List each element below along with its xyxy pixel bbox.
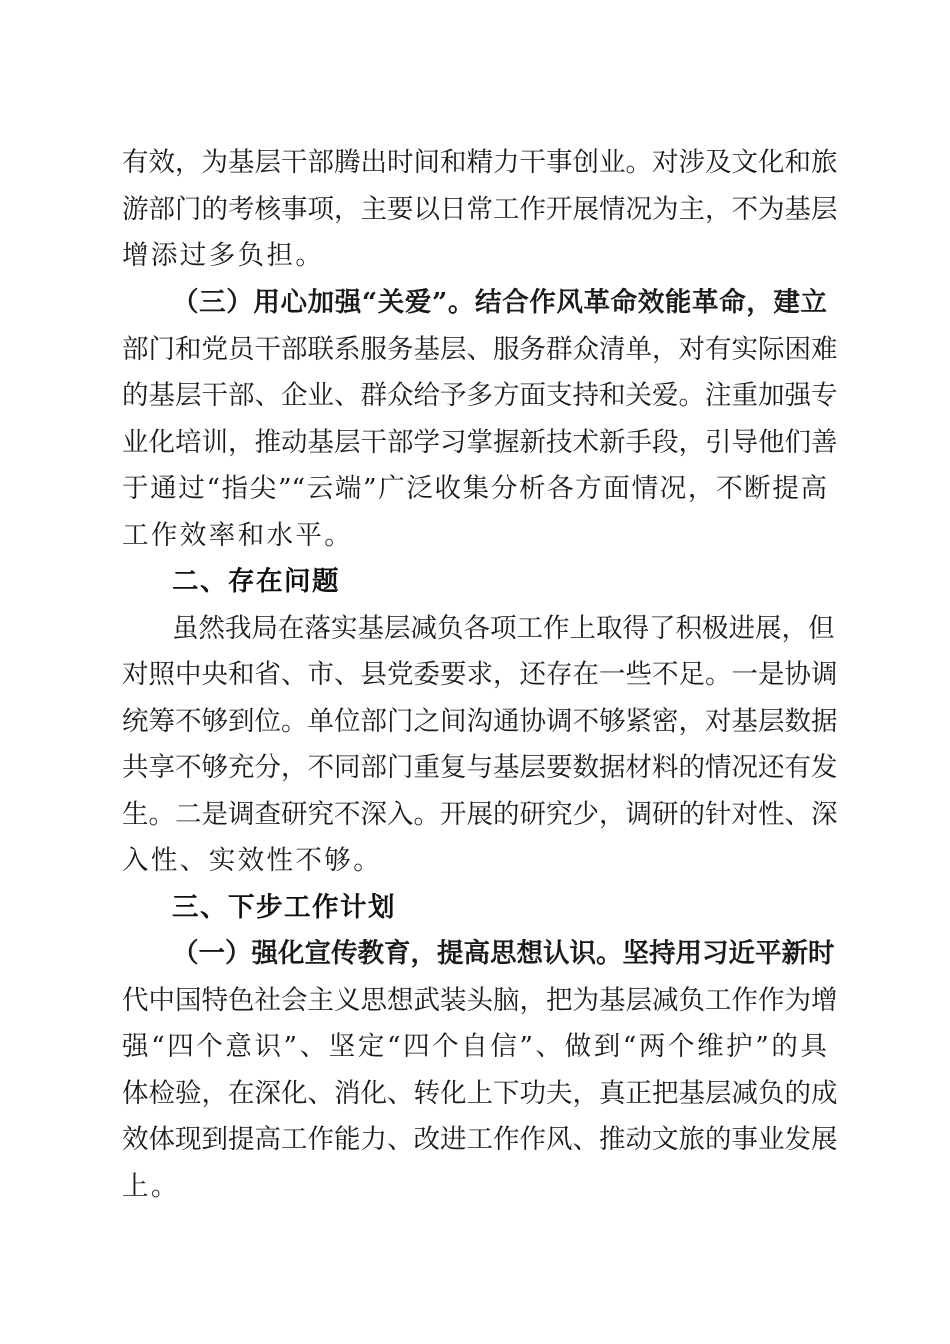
- body-line: 共享不够充分，不同部门重复与基层要数据材料的情况还有发: [122, 752, 838, 783]
- body-line: 效体现到提高工作能力、改进工作作风、推动文旅的事业发展: [122, 1124, 838, 1155]
- body-line: 入性、实效性不够。: [122, 845, 383, 876]
- section-heading-next-plan: 三、下步工作计划: [172, 892, 396, 923]
- subsection-1-heading-line: （一）强化宣传教育，提高思想认识。坚持用习近平新时: [172, 938, 835, 969]
- body-line: 业化培训，推动基层干部学习掌握新技术新手段，引导他们善: [122, 427, 838, 458]
- body-line: 上。: [122, 1171, 180, 1202]
- body-line: 虽然我局在落实基层减负各项工作上取得了积极进展，但: [172, 613, 835, 644]
- body-line: 生。二是调查研究不深入。开展的研究少，调研的针对性、深: [122, 799, 838, 830]
- body-line: 游部门的考核事项，主要以日常工作开展情况为主，不为基层: [122, 194, 838, 225]
- body-line: 强“四个意识”、坚定“四个自信”、做到“两个维护”的具: [122, 1031, 827, 1062]
- body-line: 的基层干部、企业、群众给予多方面支持和关爱。注重加强专: [122, 380, 838, 411]
- body-line: 有效，为基层干部腾出时间和精力干事创业。对涉及文化和旅: [122, 147, 838, 178]
- body-line: 工作效率和水平。: [122, 520, 354, 551]
- body-line: 部门和党员干部联系服务基层、服务群众清单，对有实际困难: [122, 334, 838, 365]
- body-line: 增添过多负担。: [122, 240, 325, 271]
- body-line: 统筹不够到位。单位部门之间沟通协调不够紧密，对基层数据: [122, 706, 838, 737]
- section-3-heading-line: （三）用心加强“关爱”。结合作风革命效能革命，建立: [172, 287, 827, 318]
- body-line: 于通过“指尖”“云端”广泛收集分析各方面情况，不断提高: [122, 473, 827, 504]
- body-line: 对照中央和省、市、县党委要求，还存在一些不足。一是协调: [122, 659, 838, 690]
- body-line: 体检验，在深化、消化、转化上下功夫，真正把基层减负的成: [122, 1078, 838, 1109]
- body-line: 代中国特色社会主义思想武装头脑，把为基层减负工作作为增: [122, 985, 838, 1016]
- section-heading-problems: 二、存在问题: [172, 566, 340, 597]
